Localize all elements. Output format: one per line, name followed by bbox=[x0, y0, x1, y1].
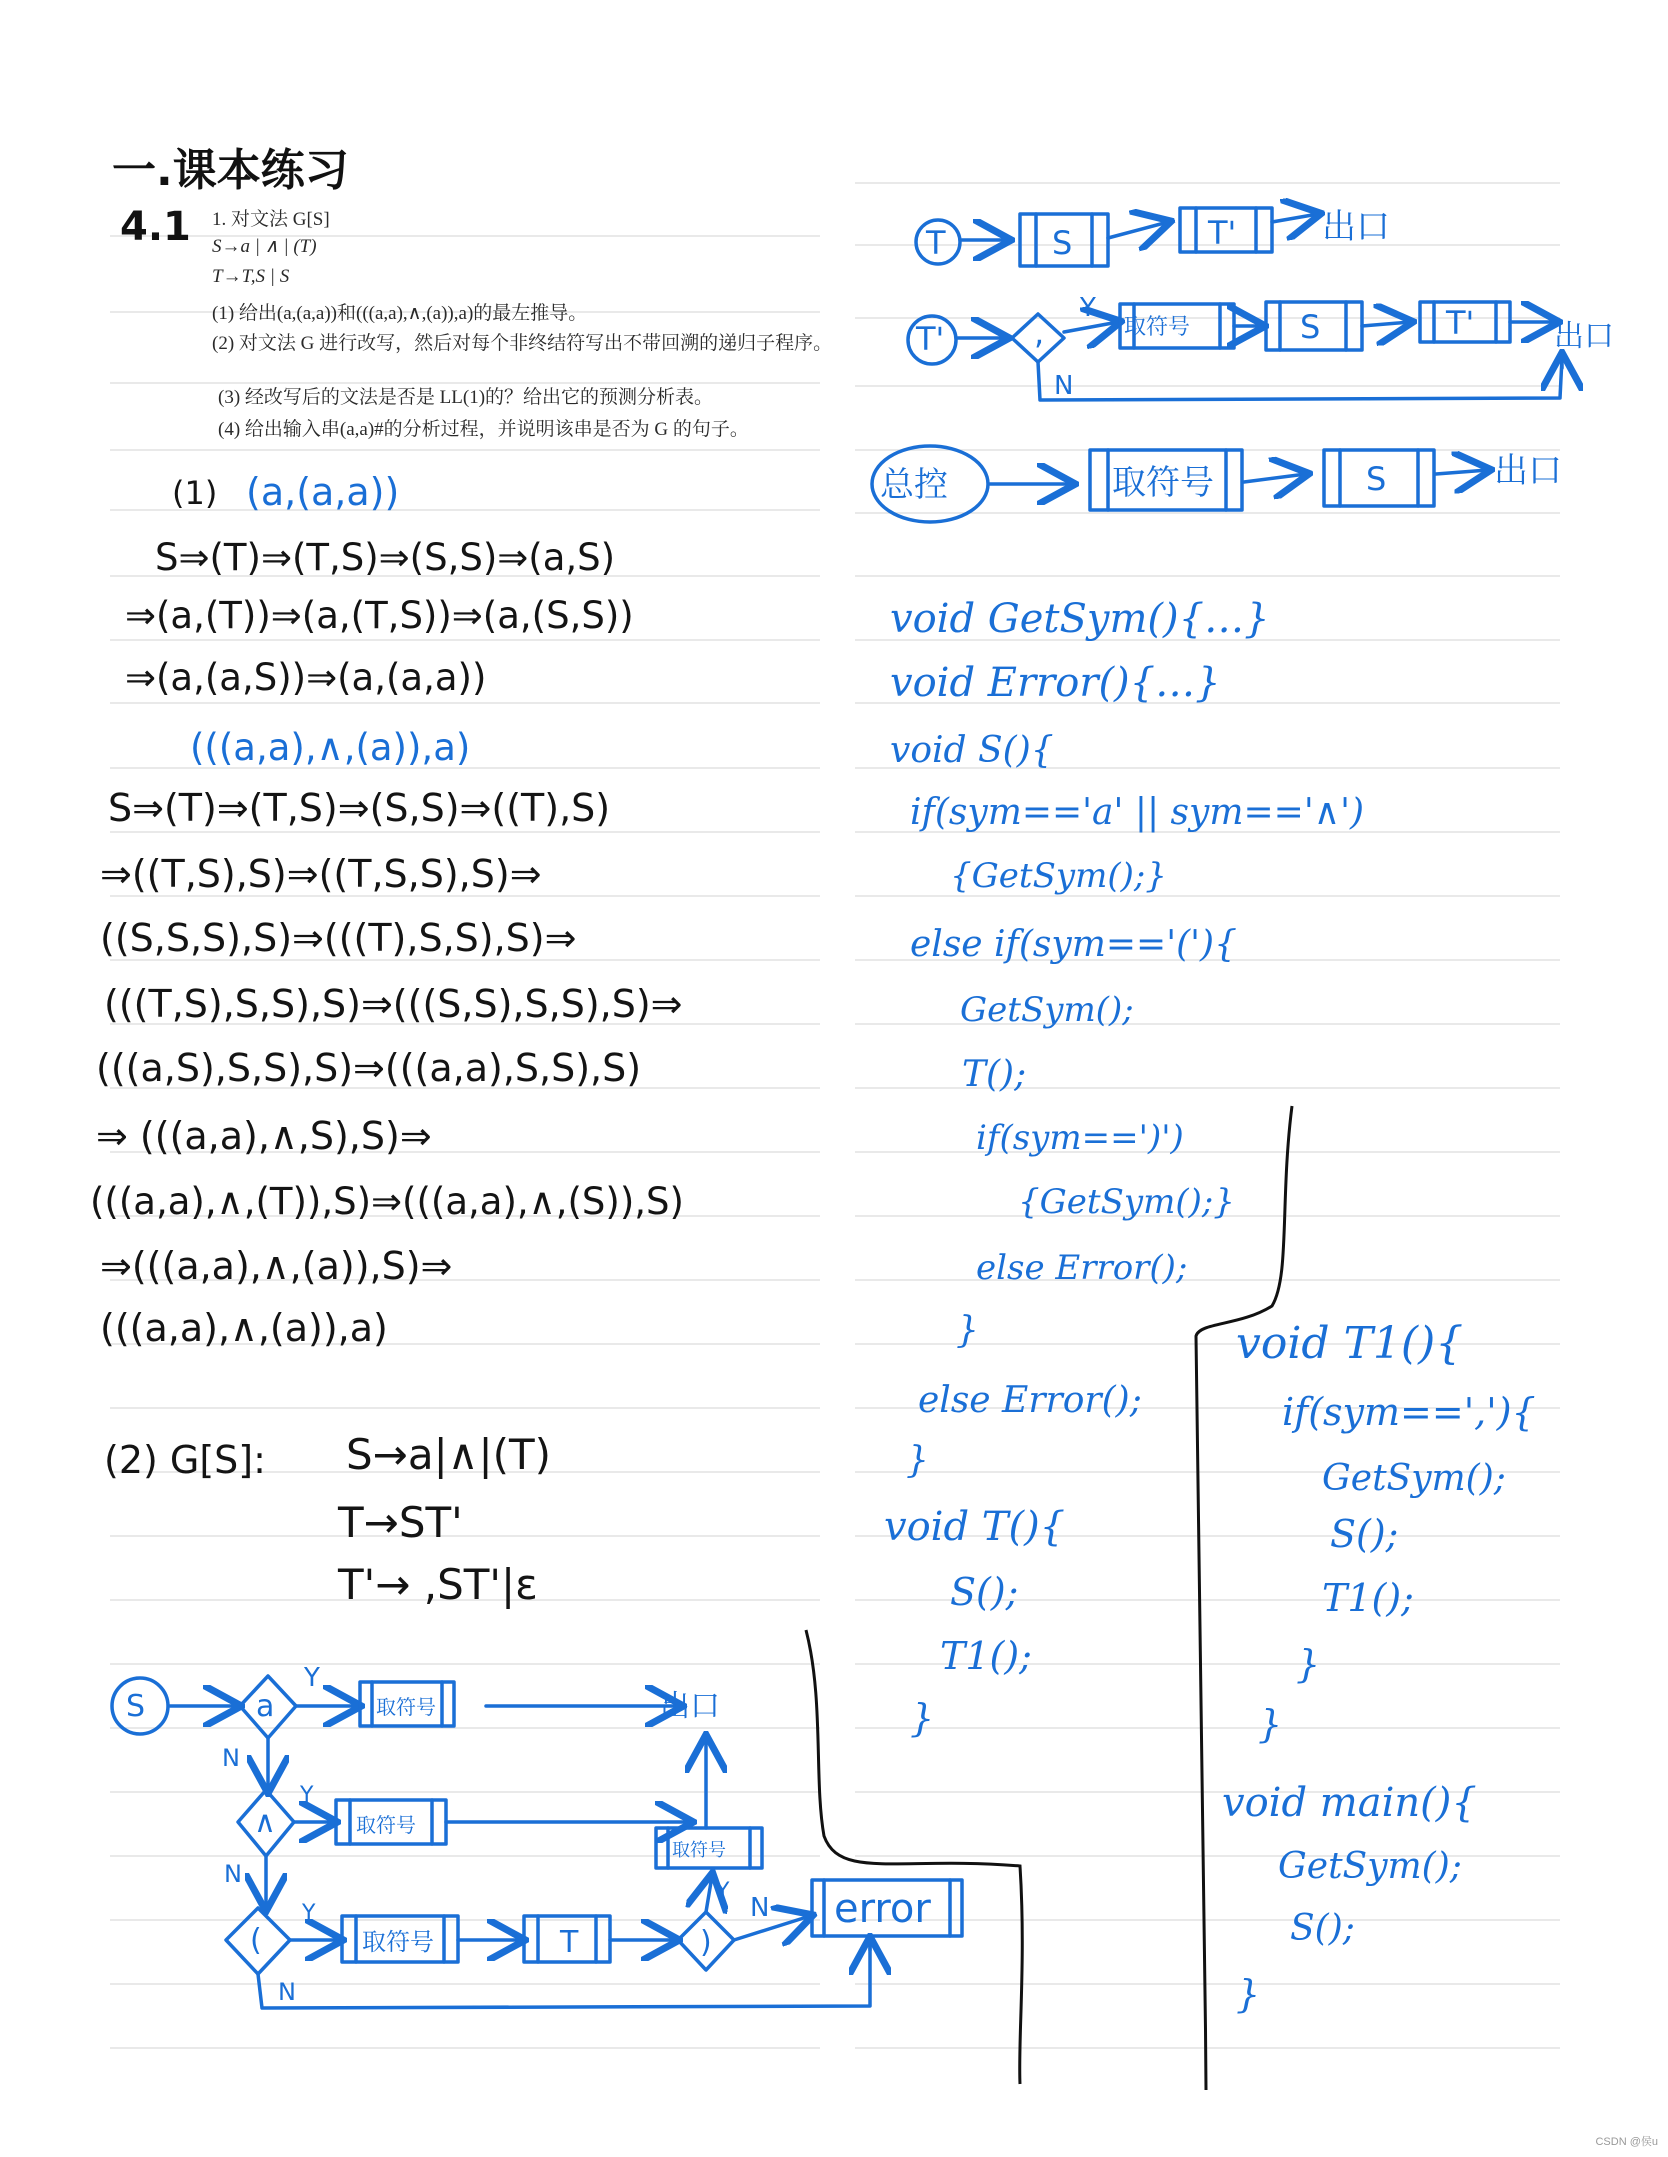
grammar-rule: T→ST' bbox=[338, 1498, 463, 1547]
exit-label: 出口 bbox=[660, 1689, 720, 1724]
code-line: else if(sym=='('){ bbox=[910, 924, 1237, 965]
node-label: S bbox=[1052, 224, 1073, 262]
problem-line: (1) 给出(a,(a,a))和(((a,a),∧,(a)),a)的最左推导。 bbox=[212, 303, 588, 324]
node-label: ( bbox=[250, 1923, 262, 1958]
code-line: } bbox=[1296, 1642, 1321, 1686]
derivation-line: (((a,a),∧,(a)),a) bbox=[100, 1306, 388, 1350]
node-label: T' bbox=[1208, 214, 1237, 252]
code-line: GetSym(); bbox=[960, 990, 1134, 1030]
code-line: } bbox=[910, 1696, 935, 1740]
error-label: error bbox=[834, 1886, 931, 1932]
derivation-line: ⇒(a,(a,S))⇒(a,(a,a)) bbox=[125, 656, 487, 699]
grammar-rule: S→a|∧|(T) bbox=[346, 1430, 552, 1479]
node-label: ) bbox=[700, 1925, 712, 1960]
node-label: , bbox=[1034, 314, 1045, 352]
getsym-label: 取符号 bbox=[356, 1813, 416, 1837]
code-line: T(); bbox=[962, 1054, 1027, 1095]
getsym-label: 取符号 bbox=[672, 1840, 726, 1861]
problem-line: 1. 对文法 G[S] bbox=[212, 209, 330, 230]
code-line: {GetSym();} bbox=[950, 856, 1167, 896]
yes-label: Y bbox=[1080, 293, 1096, 323]
node-label: T' bbox=[1446, 304, 1475, 342]
derivation-target: (((a,a),∧,(a)),a) bbox=[190, 726, 471, 769]
getsym-label: 取符号 bbox=[1124, 315, 1191, 340]
node-label: S bbox=[126, 1689, 146, 1724]
node-label: S bbox=[1300, 308, 1321, 346]
watermark: CSDN @侯u bbox=[1595, 2136, 1658, 2148]
divider-line bbox=[1196, 1106, 1292, 2090]
no-label: N bbox=[222, 1744, 240, 1772]
code-line: else Error(); bbox=[976, 1248, 1188, 1288]
code-line: void T(){ bbox=[884, 1504, 1066, 1550]
derivation-line: ⇒((T,S),S)⇒((T,S,S),S)⇒ bbox=[100, 852, 542, 896]
derivation-line: (((a,a),∧,(T)),S)⇒(((a,a),∧,(S)),S) bbox=[90, 1180, 684, 1223]
exit-label: 出口 bbox=[1554, 319, 1614, 354]
code-line: void GetSym(){…} bbox=[890, 596, 1270, 642]
derivation-target: (a,(a,a)) bbox=[246, 470, 400, 514]
code-line: } bbox=[1258, 1702, 1283, 1746]
node-label: S bbox=[1366, 460, 1387, 498]
code-line: void Error(){…} bbox=[890, 660, 1221, 706]
exit-label: 出口 bbox=[1322, 207, 1390, 247]
code-line: S(); bbox=[1290, 1908, 1355, 1949]
yes-label: Y bbox=[716, 1879, 730, 1904]
code-line: S(); bbox=[950, 1570, 1019, 1614]
code-line: void main(){ bbox=[1222, 1780, 1477, 1826]
derivation-line: ((S,S,S),S)⇒(((T),S,S),S)⇒ bbox=[100, 916, 577, 960]
getsym-label: 取符号 bbox=[362, 1928, 434, 1956]
no-label: N bbox=[224, 1860, 242, 1888]
code-line: {GetSym();} bbox=[1018, 1182, 1235, 1222]
code-line: else Error(); bbox=[918, 1380, 1142, 1421]
part1-label: (1) bbox=[172, 474, 218, 512]
problem-line: (3) 经改写后的文法是否是 LL(1)的？给出它的预测分析表。 bbox=[218, 387, 714, 408]
node-label: ∧ bbox=[254, 1805, 276, 1840]
node-label: T bbox=[926, 224, 946, 262]
code-line: if(sym=='a' || sym=='∧') bbox=[910, 792, 1365, 833]
code-line: } bbox=[956, 1310, 979, 1351]
code-line: T1(); bbox=[940, 1634, 1032, 1678]
code-line: void T1(){ bbox=[1236, 1318, 1464, 1369]
derivation-line: S⇒(T)⇒(T,S)⇒(S,S)⇒(a,S) bbox=[155, 536, 616, 579]
code-line: } bbox=[906, 1440, 929, 1481]
code-line: GetSym(); bbox=[1278, 1846, 1462, 1887]
derivation-line: ⇒ (((a,a),∧,S),S)⇒ bbox=[96, 1114, 432, 1158]
problem-line: (4) 给出输入串(a,a)#的分析过程，并说明该串是否为 G 的句子。 bbox=[218, 419, 749, 440]
problem-line: T→T,S | S bbox=[212, 266, 290, 287]
derivation-line: ⇒(a,(T))⇒(a,(T,S))⇒(a,(S,S)) bbox=[125, 594, 634, 637]
code-line: if(sym==','){ bbox=[1282, 1390, 1536, 1434]
derivation-line: (((T,S),S,S),S)⇒(((S,S),S,S),S)⇒ bbox=[104, 982, 683, 1026]
no-label: N bbox=[1054, 371, 1074, 401]
no-label: N bbox=[750, 1893, 770, 1923]
code-line: T1(); bbox=[1322, 1576, 1414, 1620]
page-title: 一.课本练习 bbox=[112, 145, 349, 196]
yes-label: Y bbox=[304, 1663, 320, 1693]
code-line: void S(){ bbox=[890, 730, 1054, 771]
yes-label: Y bbox=[302, 1901, 316, 1926]
problem-line: (2) 对文法 G 进行改写，然后对每个非终结符写出不带回溯的递归子程序。 bbox=[212, 333, 833, 354]
main-label: 总控 bbox=[880, 465, 948, 505]
exercise-number: 4.1 bbox=[120, 204, 191, 250]
code-line: S(); bbox=[1330, 1512, 1399, 1556]
derivation-line: (((a,S),S,S),S)⇒(((a,a),S,S),S) bbox=[96, 1046, 642, 1090]
node-label: T bbox=[560, 1925, 579, 1960]
derivation-line: S⇒(T)⇒(T,S)⇒(S,S)⇒((T),S) bbox=[108, 786, 611, 830]
code-line: } bbox=[1236, 1972, 1261, 2016]
node-label: T' bbox=[916, 320, 945, 358]
exit-label: 出口 bbox=[1494, 451, 1562, 491]
problem-line: S→a | ∧ | (T) bbox=[212, 236, 317, 257]
code-line: if(sym==')') bbox=[976, 1118, 1184, 1158]
no-label: N bbox=[278, 1978, 296, 2006]
derivation-line: ⇒(((a,a),∧,(a)),S)⇒ bbox=[100, 1244, 453, 1288]
getsym-label: 取符号 bbox=[376, 1695, 436, 1719]
node-label: a bbox=[256, 1689, 275, 1724]
getsym-label: 取符号 bbox=[1112, 463, 1214, 503]
code-line: GetSym(); bbox=[1322, 1458, 1506, 1499]
grammar-rule: T'→ ,ST'|ε bbox=[338, 1560, 538, 1609]
yes-label: Y bbox=[300, 1783, 314, 1808]
part2-label: (2) G[S]: bbox=[104, 1438, 266, 1482]
